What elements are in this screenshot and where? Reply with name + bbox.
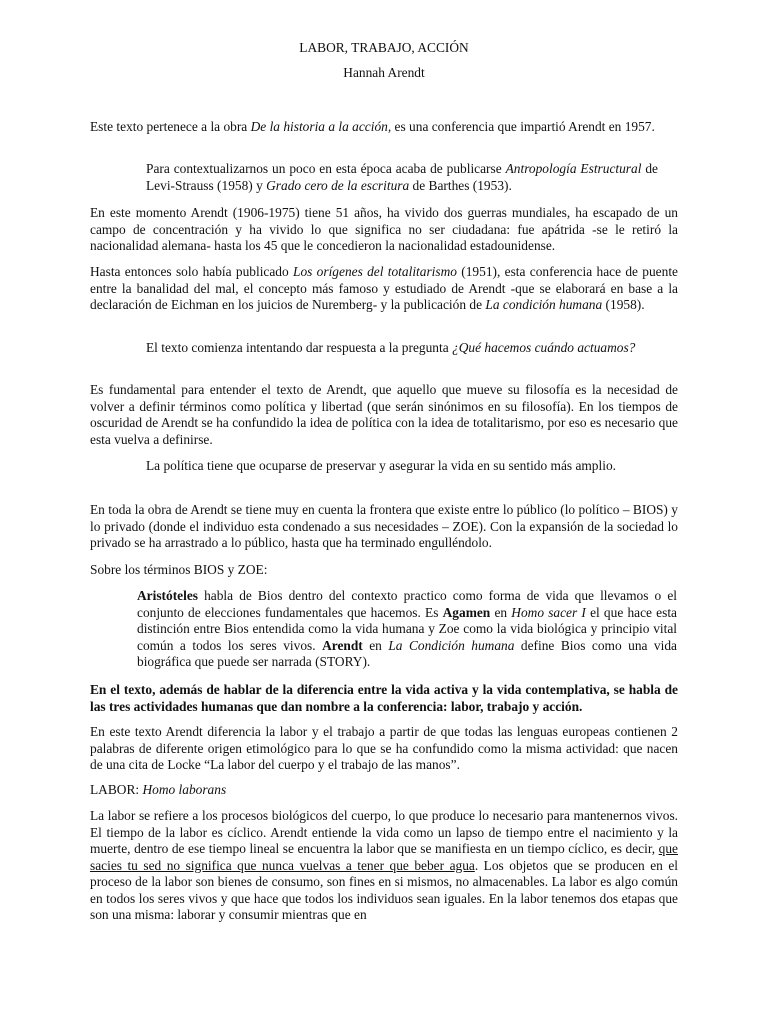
text-run: en: [362, 637, 389, 653]
text-run: El texto comienza intentando dar respuesta a la pregunta: [146, 340, 453, 355]
text-run: habla de Bios dentro del contexto practico como forma de vida que llevamos o el conjunto de elecciones fundamentales que hacemos. Es: [137, 588, 677, 620]
book-title: La Condición humana: [388, 637, 515, 653]
book-title: Los orígenes del totalitarismo: [293, 264, 457, 279]
paragraph-public-private: En toda la obra de Arendt se tiene muy en cuenta la frontera que existe entre lo público (lo político – BIOS) y lo privado (donde el individuo esta condenado a sus necesidades – ZOE). Con la expansión de la sociedad lo privado se ha arrastrado a lo público, hasta que ha terminado engulléndolo.: [90, 502, 678, 550]
paragraph-publications: [90, 264, 678, 314]
quote-question: [146, 340, 658, 357]
text-run: Este texto pertenece a la obra: [90, 119, 251, 134]
key-question: ¿Qué hacemos cuándo actuamos?: [452, 340, 636, 355]
quote-bios-zoe: [137, 588, 677, 671]
text-run: define Bios como una vida biográfica que puede ser narrada (STORY).: [137, 637, 677, 669]
paragraph-three-activities: En el texto, además de hablar de la diferencia entre la vida activa y la vida contemplativa, se habla de las tres actividades humanas que dan nombre a la conferencia: labor, trabajo y acción.: [90, 682, 678, 714]
document-title: LABOR, TRABAJO, ACCIÓN: [299, 40, 469, 55]
text-run: de Barthes (1953).: [409, 177, 512, 193]
book-title: La condición humana: [485, 297, 603, 312]
text-run: Hasta entonces solo había publicado: [90, 264, 294, 279]
document-author: Hannah Arendt: [343, 65, 425, 80]
quote-politics: La política tiene que ocuparse de preservar y asegurar la vida en su sentido más amplio.: [146, 458, 616, 473]
paragraph-labor-vs-work: En este texto Arendt diferencia la labor y el trabajo a partir de que todas las lenguas europeas contienen 2 palabras de diferente origen etimológico para lo que se ha confundido como la misma actividad: que nacen de una cita de Locke “La labor del cuerpo y el trabajo de las manos”.: [90, 724, 678, 772]
paragraph-labor: [90, 808, 678, 924]
paragraph-politics: Es fundamental para entender el texto de Arendt, que aquello que mueve su filosofía es la necesidad de volver a definir términos como política y libertad (que serán sinónimos en su filosofía). En los tiempos de oscuridad de Arendt se ha confundido la idea de política con la idea de totalitarismo, por eso es necesario que esta vuelva a definirse.: [90, 382, 678, 447]
text-run: La labor se refiere a los procesos biológicos del cuerpo, lo que produce lo necesario para mantenernos vivos. El tiempo de la labor es cíclico. Arendt entiende la vida como un lapso de tiempo entre el nacimiento y la muerte, dentro de ese tiempo lineal se encuentra la labor que se manifiesta en un tiempo cíclico, es decir,: [90, 808, 678, 856]
paragraph-terms-heading: Sobre los términos BIOS y ZOE:: [90, 562, 268, 577]
book-title: Homo sacer I: [511, 604, 586, 620]
section-heading-labor: [90, 782, 678, 799]
quote-context: [146, 161, 658, 194]
paragraph-biography: En este momento Arendt (1906-1975) tiene 51 años, ha vivido dos guerras mundiales, ha escapado de un campo de concentración y ha vivido lo que significa no ser ciudadana: fue apátrida -se le retiró la nacionalidad alemana- hasta los 45 que le concedieron la nacionalidad estadounidense.: [90, 205, 678, 253]
author-name: Aristóteles: [137, 588, 198, 603]
book-title: Antropología Estructural: [505, 161, 642, 176]
text-run: es una conferencia que impartió Arendt en 1957.: [391, 119, 655, 134]
paragraph-intro: [90, 119, 678, 136]
text-run: el que hace esta distinción entre Bios entendida como la vida humana y Zoe como la vida biológica y principio vital común a todos los seres vivos.: [137, 604, 677, 653]
author-name: Agamen: [442, 604, 491, 620]
text-run: (1958).: [602, 297, 645, 312]
text-run: . Los objetos que se producen en el proceso de la labor son bienes de consumo, son fines en si mismos, no almacenables. La labor es algo común en todos los seres vivos y que hace que todos los individuos sean iguales. En la labor tenemos dos etapas que son una misma: laborar y consumir mientras que en: [90, 857, 678, 922]
text-run: Para contextualizarnos un poco en esta época acaba de publicarse: [146, 161, 506, 176]
text-run: en: [490, 604, 512, 620]
term-homo-laborans: Homo laborans: [142, 782, 227, 797]
book-title: De la historia a la acción,: [250, 119, 392, 134]
text-run: (1951), esta conferencia hace de puente entre la banalidad del mal, el concepto más famoso y estudiado de Arendt -que se elaborará en base a la declaración de Eichman en los juicios de Nuremberg- y la publicación de: [90, 264, 678, 312]
author-name: Arendt: [322, 637, 363, 653]
underlined-example: que sacies tu sed no significa que nunca vuelvas a tener que beber agua: [90, 841, 678, 873]
text-run: de Levi-Strauss (1958) y: [146, 161, 658, 193]
book-title: Grado cero de la escritura: [266, 177, 410, 193]
text-run: LABOR:: [90, 782, 143, 797]
